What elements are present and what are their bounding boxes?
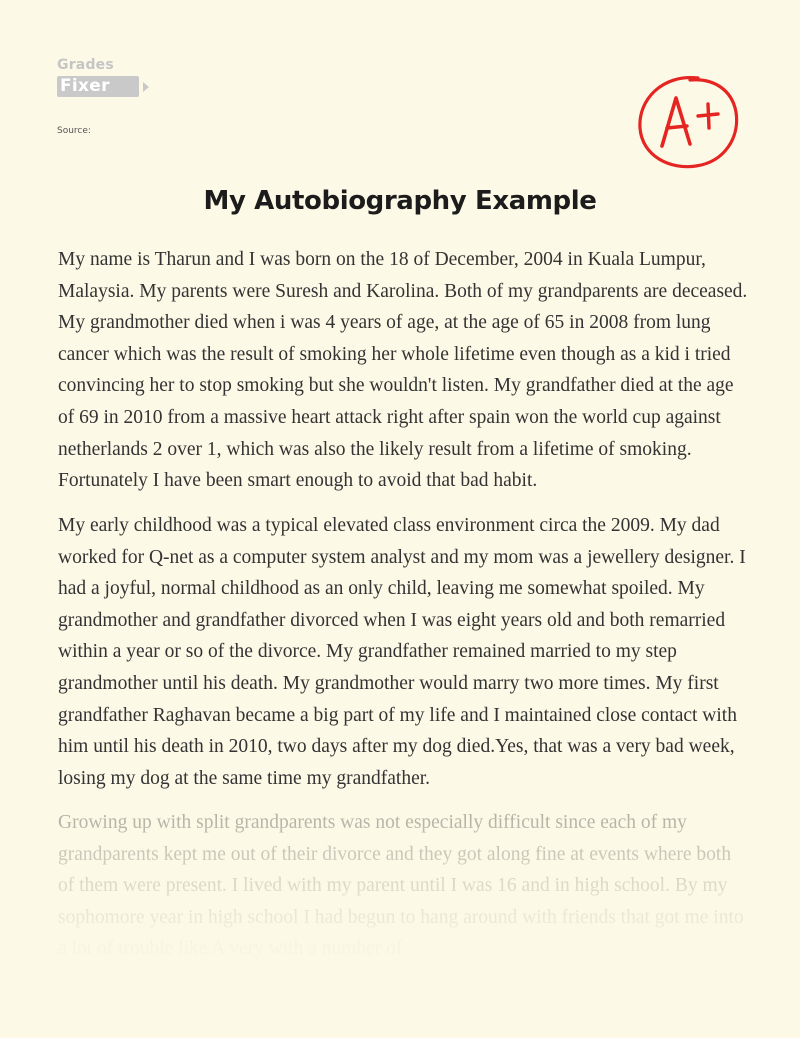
logo-arrow-icon: [143, 82, 149, 92]
paragraph-2: My early childhood was a typical elevated class environment circa the 2009. My dad worked for Q-net as a computer system analyst and my mom was a jewellery designer. I had a joyful, normal childhood as an only child, leaving me somewhat spoiled. My grandmother and grandfather divorced when I was eight years old and both remarried within a year or so of the divorce. My grandfather remained married to my step grandmother until his death. My grandmother would marry two more times. My first grandfather Raghavan became a big part of my life and I maintained close contact with him until his death in 2010, two days after my dog died.Yes, that was a very bad week, losing my dog at the same time my grandfather.: [58, 515, 746, 789]
paragraph-1: My name is Tharun and I was born on the 18 of December, 2004 in Kuala Lumpur, Malaysia. My parents were Suresh and Karolina. Both of my grandparents are deceased. My grandmother died when i was 4 years of age, at the age of 65 in 2008 from lung cancer which was the result of smoking her whole lifetime even though as a kid i tried convincing her to stop smoking but she wouldn't listen. My grandfather died at the age of 69 in 2010 from a massive heart attack right after spain won the world cup against netherlands 2 over 1, which was also the likely result from a lifetime of smoking. Fortunately I have been smart enough to avoid that bad habit.: [58, 249, 748, 492]
logo-top-text: Grades: [57, 57, 114, 73]
page-title: My Autobiography Example: [203, 186, 597, 216]
logo-box: [57, 76, 139, 97]
gradesfixer-logo[interactable]: [57, 57, 157, 101]
a-plus-grade-stamp-icon: [632, 72, 744, 172]
logo-box-text: Fixer: [60, 76, 110, 96]
preview-fade-overlay: [0, 800, 800, 1038]
source-label: Source:: [57, 126, 91, 136]
